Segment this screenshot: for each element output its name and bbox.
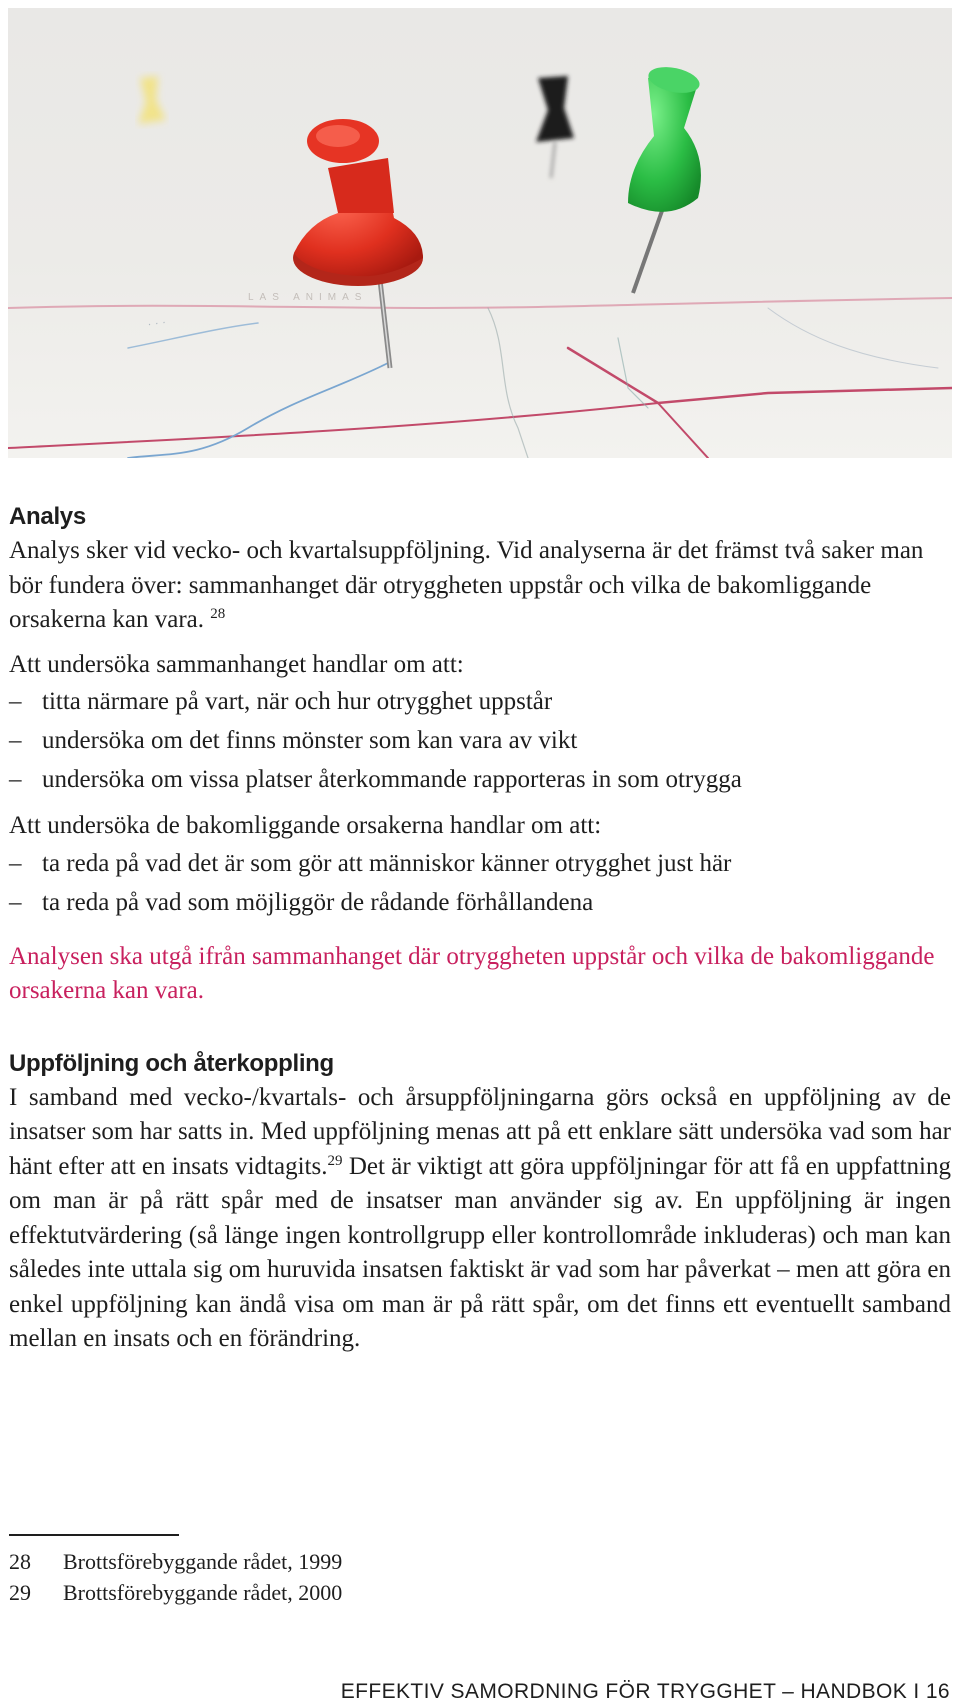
footnote-text: Brottsförebyggande rådet, 2000 bbox=[63, 1580, 343, 1605]
section-heading-analys: Analys bbox=[9, 503, 86, 530]
footnote-29 bbox=[9, 1577, 609, 1608]
footnotes bbox=[9, 1546, 609, 1608]
dash-marker: – bbox=[9, 727, 22, 754]
page-content bbox=[9, 500, 951, 1357]
svg-text:LAS ANIMAS: LAS ANIMAS bbox=[248, 292, 368, 303]
svg-text:· · ·: · · · bbox=[146, 314, 167, 331]
footnote-number: 29 bbox=[9, 1580, 31, 1605]
list-item: – undersöka om vissa platser återkommande rapporteras in som otrygga bbox=[9, 760, 951, 799]
uppfoljning-text-part1: I samband med vecko-/kvartals- och årsuppföljningarna görs också en uppföljning av de insatser som har satts in. Med uppföljning menas att på ett enklare sätt undersöka vad som har hänt efter att en insats vidtagits. bbox=[9, 1083, 951, 1180]
map-pushpins-photo bbox=[8, 8, 952, 458]
list-item: – undersöka om det finns mönster som kan vara av vikt bbox=[9, 721, 951, 760]
context-list bbox=[9, 682, 951, 799]
footnote-28 bbox=[9, 1546, 609, 1577]
analys-intro-paragraph bbox=[9, 534, 951, 638]
map-pushpins-illustration bbox=[8, 8, 952, 458]
dash-marker: – bbox=[9, 849, 22, 877]
footnote-number: 28 bbox=[9, 1549, 31, 1574]
section-heading-uppfoljning: Uppföljning och återkoppling bbox=[9, 1049, 334, 1077]
causes-lead: Att undersöka de bakomliggande orsakerna handlar om att: bbox=[9, 812, 602, 839]
footnote-divider bbox=[9, 1534, 179, 1536]
analys-intro-text: Analys sker vid vecko- och kvartalsuppföljning. Vid analyserna är det främst två saker man bör fundera över: sammanhanget där otryggheten uppstår och vilka de bakomliggande orsakerna kan vara. bbox=[9, 537, 924, 633]
footnote-text: Brottsförebyggande rådet, 1999 bbox=[63, 1549, 343, 1574]
uppfoljning-paragraph bbox=[9, 1081, 951, 1357]
list-item: – titta närmare på vart, när och hur otrygghet uppstår bbox=[9, 682, 951, 721]
uppfoljning-text-part2: Det är viktigt att göra uppföljningar för att få en uppfattning om man är på rätt spår med de insatser man använder sig av. En uppföljning är ingen effektutvärdering (så länge ingen kontrollgrupp eller kontrollområde inkluderas) och man kan således inte uttala sig om huruvida insatsen faktiskt är vad som har påverkat – men att göra en enkel uppföljning kan ändå visa om man är på rätt spår, om det finns ett eventuellt samband mellan en insats och en förändring. bbox=[9, 1152, 952, 1352]
context-lead: Att undersöka sammanhanget handlar om att: bbox=[9, 650, 464, 678]
list-item: – ta reda på vad det är som gör att människor känner otrygghet just här bbox=[9, 844, 951, 883]
footnote-ref-28: 28 bbox=[210, 606, 226, 622]
dash-marker: – bbox=[9, 688, 22, 715]
dash-marker: – bbox=[9, 766, 22, 793]
causes-list bbox=[9, 844, 951, 922]
footnote-ref-29: 29 bbox=[327, 1152, 343, 1169]
dash-marker: – bbox=[9, 888, 22, 916]
page-footer: EFFEKTIV SAMORDNING FÖR TRYGGHET – HANDBOK I 16 bbox=[340, 1680, 950, 1703]
highlight-statement: Analysen ska utgå ifrån sammanhanget där otryggheten uppstår och vilka de bakomliggande orsakerna kan vara. bbox=[9, 942, 935, 1004]
list-item: – ta reda på vad som möjliggör de rådande förhållandena bbox=[9, 883, 951, 922]
